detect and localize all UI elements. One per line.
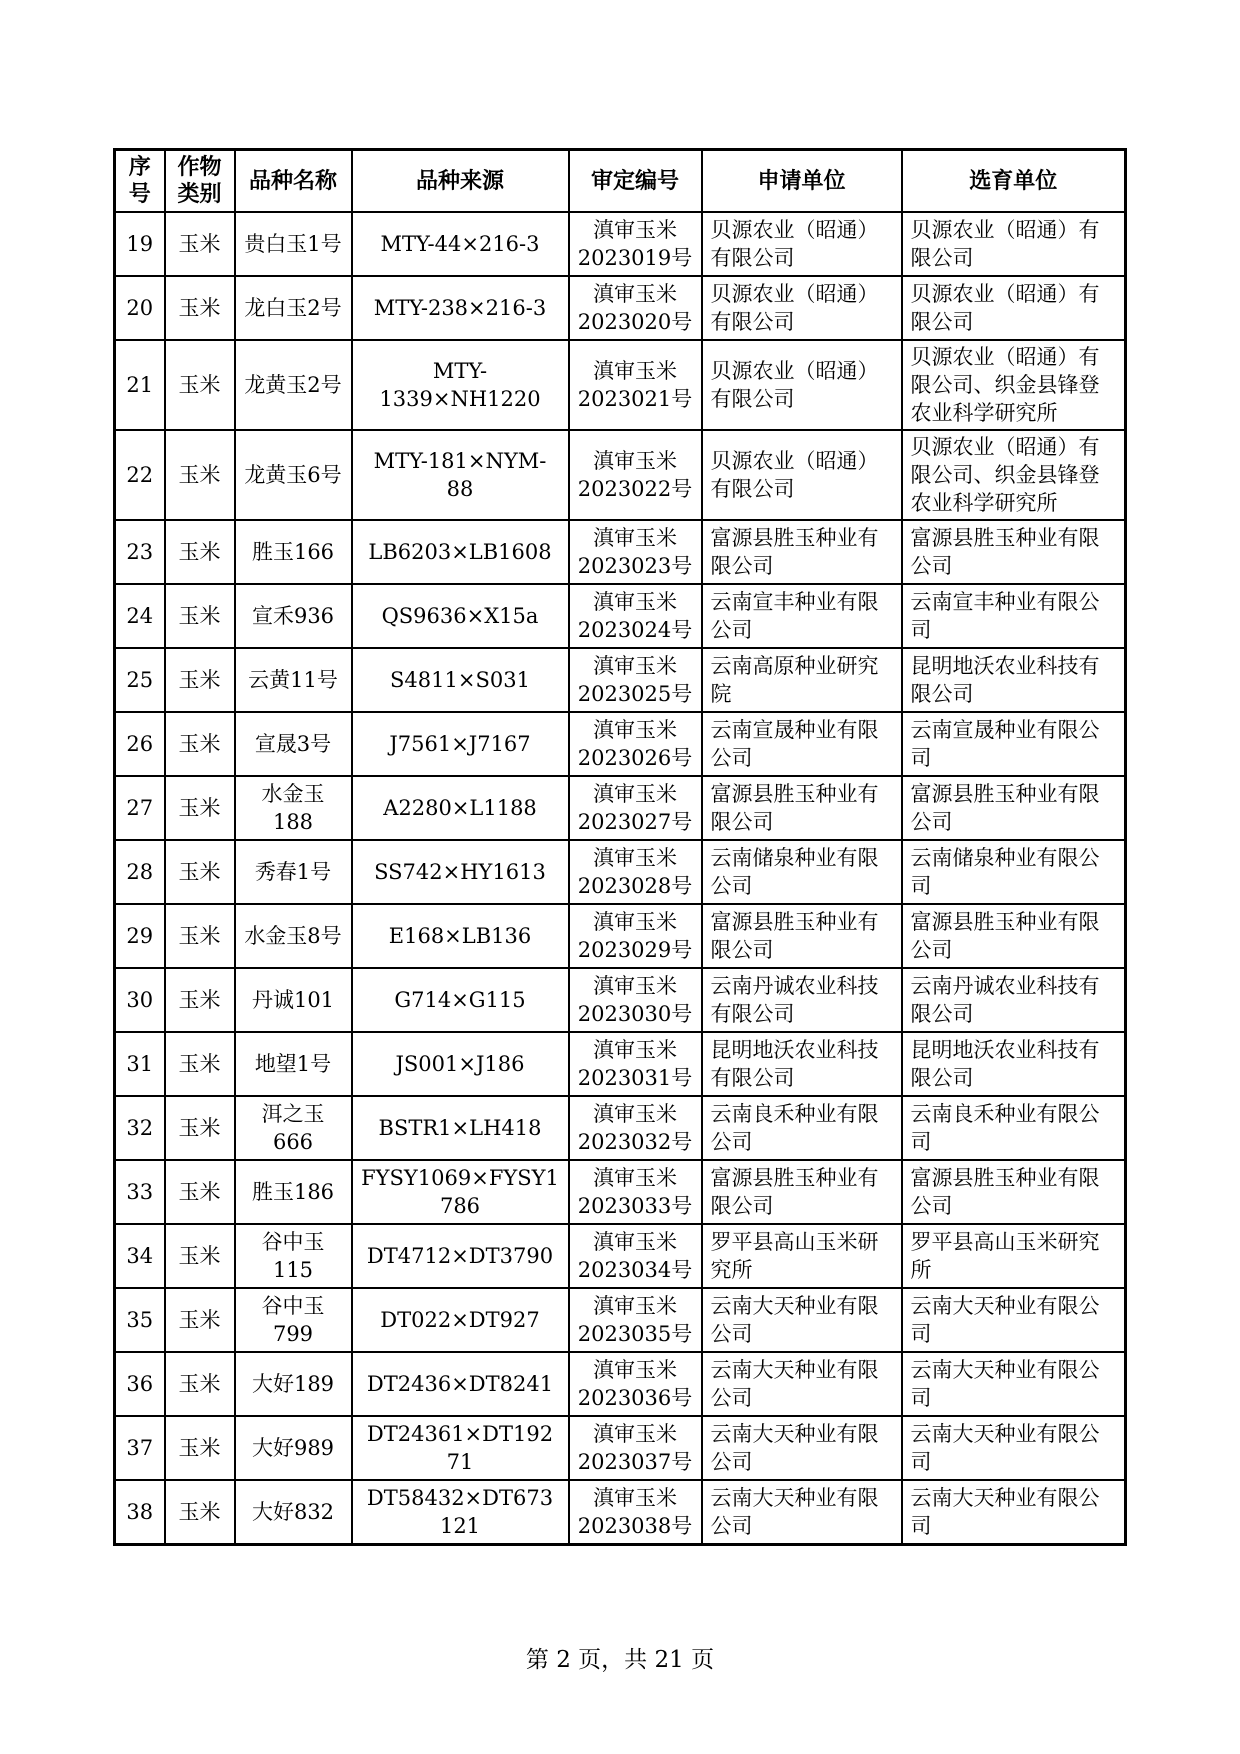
cell-crop: 玉米 [165, 712, 235, 776]
table-row [115, 1032, 1126, 1096]
cell-cert: 滇审玉米2023021号 [569, 340, 702, 430]
cell-applicant: 云南大天种业有限公司 [702, 1288, 902, 1352]
cell-source: SS742×HY1613 [352, 840, 569, 904]
cell-name: 宣禾936 [235, 584, 352, 648]
cell-no: 35 [115, 1288, 165, 1352]
column-header-no: 序号 [115, 150, 165, 213]
cell-source: LB6203×LB1608 [352, 520, 569, 584]
cell-source: BSTR1×LH418 [352, 1096, 569, 1160]
cell-name: 水金玉188 [235, 776, 352, 840]
cell-cert: 滇审玉米2023020号 [569, 276, 702, 340]
cell-no: 23 [115, 520, 165, 584]
cell-applicant: 云南储泉种业有限公司 [702, 840, 902, 904]
cell-name: 地望1号 [235, 1032, 352, 1096]
cell-no: 37 [115, 1416, 165, 1480]
cell-breeder: 云南大天种业有限公司 [902, 1288, 1126, 1352]
cell-applicant: 罗平县高山玉米研究所 [702, 1224, 902, 1288]
cell-no: 25 [115, 648, 165, 712]
table-row [115, 1224, 1126, 1288]
table-body [115, 212, 1126, 1545]
cell-name: 龙黄玉2号 [235, 340, 352, 430]
cell-crop: 玉米 [165, 340, 235, 430]
cell-no: 34 [115, 1224, 165, 1288]
cell-crop: 玉米 [165, 968, 235, 1032]
cell-applicant: 云南宣晟种业有限公司 [702, 712, 902, 776]
cell-cert: 滇审玉米2023030号 [569, 968, 702, 1032]
cell-crop: 玉米 [165, 1480, 235, 1545]
table-row [115, 712, 1126, 776]
cell-cert: 滇审玉米2023022号 [569, 430, 702, 520]
cell-no: 31 [115, 1032, 165, 1096]
table-row [115, 1160, 1126, 1224]
cell-applicant: 富源县胜玉种业有限公司 [702, 776, 902, 840]
cell-no: 29 [115, 904, 165, 968]
cell-breeder: 昆明地沃农业科技有限公司 [902, 648, 1126, 712]
cell-breeder: 云南储泉种业有限公司 [902, 840, 1126, 904]
cell-no: 32 [115, 1096, 165, 1160]
cell-source: JS001×J186 [352, 1032, 569, 1096]
cell-cert: 滇审玉米2023031号 [569, 1032, 702, 1096]
table-row [115, 520, 1126, 584]
column-header-applicant: 申请单位 [702, 150, 902, 213]
cell-source: DT4712×DT3790 [352, 1224, 569, 1288]
cell-breeder: 云南大天种业有限公司 [902, 1416, 1126, 1480]
cell-source: DT2436×DT8241 [352, 1352, 569, 1416]
cell-cert: 滇审玉米2023025号 [569, 648, 702, 712]
cell-crop: 玉米 [165, 648, 235, 712]
table-row [115, 776, 1126, 840]
cell-breeder: 富源县胜玉种业有限公司 [902, 904, 1126, 968]
cell-crop: 玉米 [165, 1096, 235, 1160]
cell-crop: 玉米 [165, 1352, 235, 1416]
cell-name: 宣晟3号 [235, 712, 352, 776]
cell-cert: 滇审玉米2023032号 [569, 1096, 702, 1160]
cell-breeder: 昆明地沃农业科技有限公司 [902, 1032, 1126, 1096]
cell-applicant: 贝源农业（昭通）有限公司 [702, 276, 902, 340]
cell-cert: 滇审玉米2023023号 [569, 520, 702, 584]
table-row [115, 840, 1126, 904]
table-row [115, 904, 1126, 968]
cell-cert: 滇审玉米2023026号 [569, 712, 702, 776]
cell-crop: 玉米 [165, 1160, 235, 1224]
table-header-row [115, 150, 1126, 213]
cell-source: MTY-1339×NH1220 [352, 340, 569, 430]
cell-applicant: 贝源农业（昭通）有限公司 [702, 340, 902, 430]
column-header-source: 品种来源 [352, 150, 569, 213]
cell-cert: 滇审玉米2023035号 [569, 1288, 702, 1352]
table-header [115, 150, 1126, 213]
cell-cert: 滇审玉米2023037号 [569, 1416, 702, 1480]
column-header-cert: 审定编号 [569, 150, 702, 213]
cell-name: 胜玉166 [235, 520, 352, 584]
cell-no: 36 [115, 1352, 165, 1416]
cell-crop: 玉米 [165, 430, 235, 520]
table-row [115, 430, 1126, 520]
cell-breeder: 云南大天种业有限公司 [902, 1352, 1126, 1416]
cell-name: 谷中玉799 [235, 1288, 352, 1352]
cell-applicant: 云南高原种业研究院 [702, 648, 902, 712]
cell-source: MTY-44×216-3 [352, 212, 569, 276]
cell-no: 33 [115, 1160, 165, 1224]
cell-name: 贵白玉1号 [235, 212, 352, 276]
cell-breeder: 富源县胜玉种业有限公司 [902, 776, 1126, 840]
cell-applicant: 富源县胜玉种业有限公司 [702, 520, 902, 584]
cell-no: 28 [115, 840, 165, 904]
cell-no: 22 [115, 430, 165, 520]
cell-applicant: 云南大天种业有限公司 [702, 1480, 902, 1545]
cell-crop: 玉米 [165, 584, 235, 648]
cell-breeder: 云南宣丰种业有限公司 [902, 584, 1126, 648]
table-row [115, 648, 1126, 712]
cell-no: 38 [115, 1480, 165, 1545]
cell-breeder: 贝源农业（昭通）有限公司 [902, 276, 1126, 340]
cell-crop: 玉米 [165, 1288, 235, 1352]
cell-breeder: 贝源农业（昭通）有限公司、织金县锋登农业科学研究所 [902, 430, 1126, 520]
cell-name: 大好189 [235, 1352, 352, 1416]
column-header-breeder: 选育单位 [902, 150, 1126, 213]
cell-breeder: 罗平县高山玉米研究所 [902, 1224, 1126, 1288]
cell-applicant: 富源县胜玉种业有限公司 [702, 1160, 902, 1224]
table-row [115, 1352, 1126, 1416]
cell-breeder: 富源县胜玉种业有限公司 [902, 1160, 1126, 1224]
cell-cert: 滇审玉米2023027号 [569, 776, 702, 840]
cell-applicant: 云南宣丰种业有限公司 [702, 584, 902, 648]
cell-no: 19 [115, 212, 165, 276]
cell-name: 水金玉8号 [235, 904, 352, 968]
cell-breeder: 云南丹诚农业科技有限公司 [902, 968, 1126, 1032]
cell-crop: 玉米 [165, 1416, 235, 1480]
cell-no: 27 [115, 776, 165, 840]
cell-source: A2280×L1188 [352, 776, 569, 840]
cell-source: FYSY1069×FYSY1786 [352, 1160, 569, 1224]
cell-source: G714×G115 [352, 968, 569, 1032]
cell-source: MTY-181×NYM-88 [352, 430, 569, 520]
table-row [115, 1480, 1126, 1545]
cell-no: 24 [115, 584, 165, 648]
cell-crop: 玉米 [165, 904, 235, 968]
table-row [115, 212, 1126, 276]
cell-name: 胜玉186 [235, 1160, 352, 1224]
cell-crop: 玉米 [165, 212, 235, 276]
cell-source: S4811×S031 [352, 648, 569, 712]
cell-source: E168×LB136 [352, 904, 569, 968]
cell-name: 秀春1号 [235, 840, 352, 904]
cell-cert: 滇审玉米2023036号 [569, 1352, 702, 1416]
cell-breeder: 贝源农业（昭通）有限公司、织金县锋登农业科学研究所 [902, 340, 1126, 430]
cell-breeder: 云南宣晟种业有限公司 [902, 712, 1126, 776]
table-row [115, 276, 1126, 340]
cell-crop: 玉米 [165, 776, 235, 840]
cell-breeder: 富源县胜玉种业有限公司 [902, 520, 1126, 584]
cell-name: 谷中玉115 [235, 1224, 352, 1288]
cell-no: 26 [115, 712, 165, 776]
cell-cert: 滇审玉米2023034号 [569, 1224, 702, 1288]
cell-cert: 滇审玉米2023028号 [569, 840, 702, 904]
cell-applicant: 富源县胜玉种业有限公司 [702, 904, 902, 968]
table-row [115, 1416, 1126, 1480]
cell-no: 21 [115, 340, 165, 430]
cell-name: 洱之玉666 [235, 1096, 352, 1160]
cell-cert: 滇审玉米2023038号 [569, 1480, 702, 1545]
cell-cert: 滇审玉米2023029号 [569, 904, 702, 968]
cell-source: DT58432×DT673121 [352, 1480, 569, 1545]
cell-breeder: 云南大天种业有限公司 [902, 1480, 1126, 1545]
cell-applicant: 云南大天种业有限公司 [702, 1416, 902, 1480]
cell-crop: 玉米 [165, 840, 235, 904]
cell-applicant: 昆明地沃农业科技有限公司 [702, 1032, 902, 1096]
cell-cert: 滇审玉米2023019号 [569, 212, 702, 276]
table-row [115, 1288, 1126, 1352]
table-row [115, 340, 1126, 430]
cell-source: MTY-238×216-3 [352, 276, 569, 340]
cell-name: 龙白玉2号 [235, 276, 352, 340]
column-header-crop: 作物类别 [165, 150, 235, 213]
varieties-table [113, 148, 1127, 1546]
cell-applicant: 贝源农业（昭通）有限公司 [702, 430, 902, 520]
cell-crop: 玉米 [165, 520, 235, 584]
cell-source: J7561×J7167 [352, 712, 569, 776]
cell-applicant: 云南良禾种业有限公司 [702, 1096, 902, 1160]
cell-name: 大好989 [235, 1416, 352, 1480]
cell-source: DT022×DT927 [352, 1288, 569, 1352]
cell-source: QS9636×X15a [352, 584, 569, 648]
page-number: 第 2 页，共 21 页 [525, 1647, 715, 1673]
cell-name: 大好832 [235, 1480, 352, 1545]
cell-no: 30 [115, 968, 165, 1032]
cell-breeder: 云南良禾种业有限公司 [902, 1096, 1126, 1160]
cell-no: 20 [115, 276, 165, 340]
cell-crop: 玉米 [165, 1032, 235, 1096]
cell-source: DT24361×DT19271 [352, 1416, 569, 1480]
cell-applicant: 云南丹诚农业科技有限公司 [702, 968, 902, 1032]
cell-applicant: 云南大天种业有限公司 [702, 1352, 902, 1416]
table-row [115, 968, 1126, 1032]
column-header-name: 品种名称 [235, 150, 352, 213]
cell-breeder: 贝源农业（昭通）有限公司 [902, 212, 1126, 276]
cell-name: 丹诚101 [235, 968, 352, 1032]
cell-cert: 滇审玉米2023024号 [569, 584, 702, 648]
cell-cert: 滇审玉米2023033号 [569, 1160, 702, 1224]
table-row [115, 584, 1126, 648]
cell-crop: 玉米 [165, 1224, 235, 1288]
cell-applicant: 贝源农业（昭通）有限公司 [702, 212, 902, 276]
table-row [115, 1096, 1126, 1160]
cell-name: 龙黄玉6号 [235, 430, 352, 520]
cell-crop: 玉米 [165, 276, 235, 340]
cell-name: 云黄11号 [235, 648, 352, 712]
